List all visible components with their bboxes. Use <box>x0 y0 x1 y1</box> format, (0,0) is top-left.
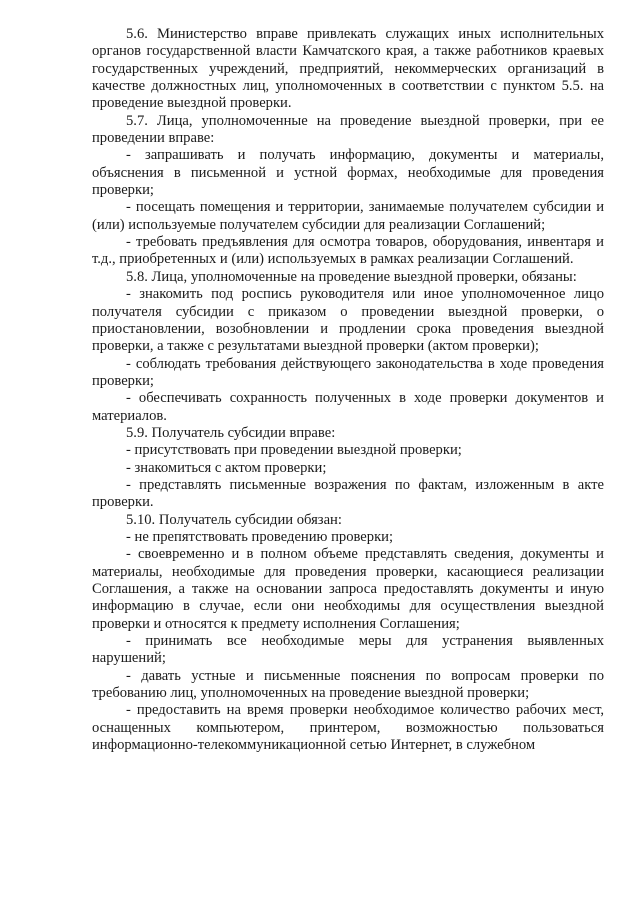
clause-5-7-item-1: - запрашивать и получать информацию, документы и материалы, объяснения в письменной и устной формах, необходимые для проведения проверки; <box>92 147 604 199</box>
document-body <box>92 26 604 754</box>
clause-5-7: 5.7. Лица, уполномоченные на проведение выездной проверки, при ее проведении вправе: <box>92 112 604 147</box>
clause-5-10-item-2: - своевременно и в полном объеме представлять сведения, документы и материалы, необходимые для проведения проверки, касающиеся реализации Соглашения, а также на основании запроса предоставлять документы и иную информацию в случае, если они необходимы для осуществления выездной проверки и относятся к предмету исполнения Соглашения; <box>92 546 604 632</box>
clause-5-8: 5.8. Лица, уполномоченные на проведение выездной проверки, обязаны: <box>126 268 577 285</box>
clause-5-10: 5.10. Получатель субсидии обязан: <box>126 511 342 528</box>
clause-5-9-item-2: - знакомиться с актом проверки; <box>126 459 327 476</box>
clause-5-9-item-1: - присутствовать при проведении выездной проверки; <box>126 442 462 459</box>
clause-5-8-item-2: - соблюдать требования действующего законодательства в ходе проведения проверки; <box>92 355 604 389</box>
clause-5-10-item-5: - предоставить на время проверки необходимое количество рабочих мест, оснащенных компьютером, принтером, возможностью пользоваться информационно-телекоммуникационной сетью Интернет, в служебном <box>92 702 604 754</box>
clause-5-8-item-1: - знакомить под роспись руководителя или иное уполномоченное лицо получателя субсидии с приказом о проведении выездной проверки, о приостановлении, возобновлении и продлении срока проведения выездной проверки, а также с результатами выездной проверки (актом проверки); <box>92 286 604 355</box>
clause-5-10-item-4: - давать устные и письменные пояснения по вопросам проверки по требованию лиц, уполномоченных на проведение выездной проверки; <box>92 667 604 702</box>
clause-5-7-item-2: - посещать помещения и территории, занимаемые получателем субсидии и (или) используемые получателем субсидии для реализации Соглашений; <box>92 199 604 233</box>
clause-5-10-item-1: - не препятствовать проведению проверки; <box>126 528 394 545</box>
clause-5-9: 5.9. Получатель субсидии вправе: <box>126 424 336 441</box>
clause-5-8-item-3: - обеспечивать сохранность полученных в ходе проверки документов и материалов. <box>92 390 604 424</box>
clause-5-10-item-3: - принимать все необходимые меры для устранения выявленных нарушений; <box>92 633 604 667</box>
clause-5-9-item-3: - представлять письменные возражения по фактам, изложенным в акте проверки. <box>92 476 604 511</box>
clause-5-6: 5.6. Министерство вправе привлекать служащих иных исполнительных органов государственной власти Камчатского края, а также работников краевых государственных учреждений, предприятий, некоммерческих организаций в качестве должностных лиц, уполномоченных в соответствии с пунктом 5.5. на проведение выездной проверки. <box>92 26 604 112</box>
clause-5-7-item-3: - требовать предъявления для осмотра товаров, оборудования, инвентаря и т.д., приобретенных и (или) используемых в рамках реализации Соглашений. <box>92 234 604 268</box>
